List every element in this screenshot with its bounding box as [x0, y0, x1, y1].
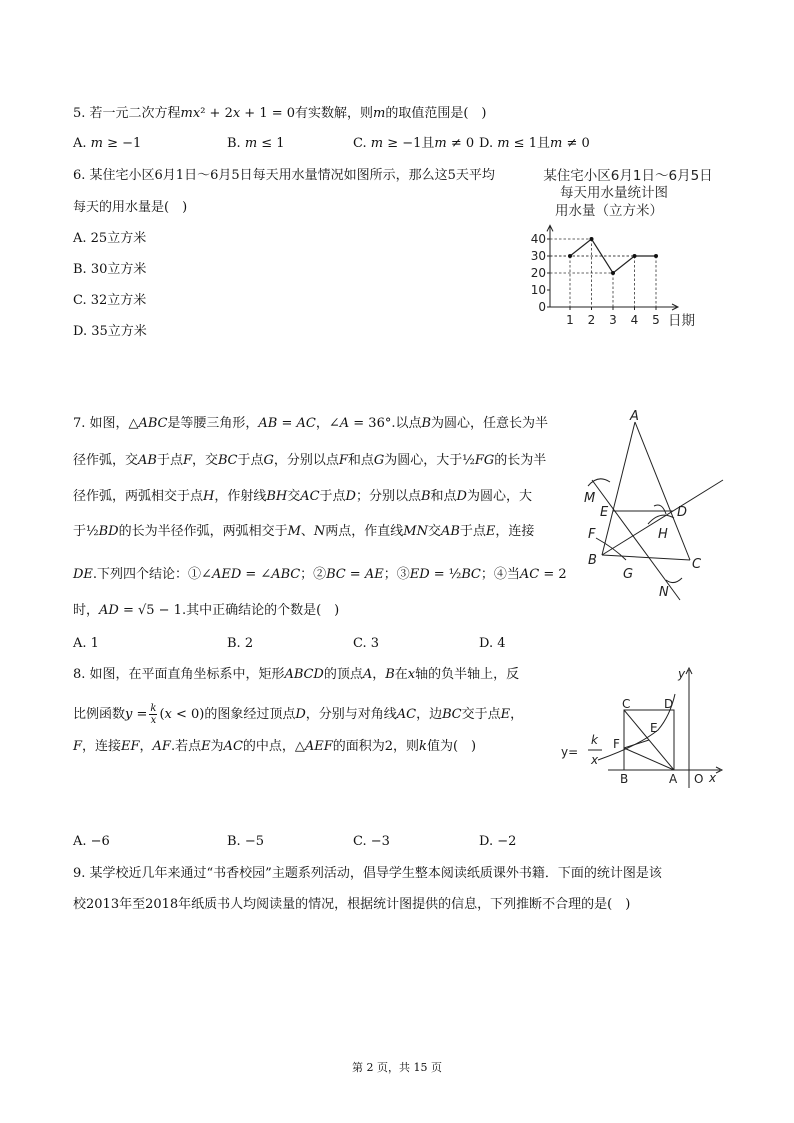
side-bc	[602, 555, 690, 560]
arc-n	[666, 578, 682, 583]
chart-data-point	[633, 254, 637, 258]
q6-option-a: A. 25立方米	[73, 231, 147, 246]
q8-coordinate-figure	[558, 664, 728, 792]
q9-line2: 校2013年至2018年纸质书人均阅读量的情况，根据统计图提供的信息，下列推断不合理的是( )	[73, 897, 631, 912]
label-yeq: y=	[561, 745, 579, 759]
label-a: A	[669, 772, 678, 786]
water-usage-chart	[522, 166, 732, 336]
q7-triangle-figure	[578, 410, 728, 606]
q6-option-d: D. 35立方米	[73, 324, 147, 339]
q8-line2-post: (𝑥 < 0)的图象经过顶点𝐷，分别与对角线𝐴𝐶，边𝐵𝐶交于点𝐸，	[159, 707, 524, 722]
q8-line1: 8. 如图，在平面直角坐标系中，矩形𝐴𝐵𝐶𝐷的顶点𝐴，𝐵在𝑥轴的负半轴上，反	[73, 667, 520, 682]
q8-option-c: C. −3	[353, 834, 390, 849]
q7-line4: 于½𝐵𝐷的长为半径作弧，两弧相交于𝑀、𝑁两点，作直线𝑀𝑁交𝐴𝐵于点𝐸，连接	[73, 524, 535, 539]
label-m: M	[584, 491, 596, 506]
page-footer: 第 2 页，共 15 页	[352, 1061, 442, 1074]
chart-data-point	[568, 254, 572, 258]
segment-af	[624, 748, 674, 770]
chart-title-line2: 每天用水量统计图	[560, 185, 668, 201]
label-e: E	[600, 505, 609, 520]
chart-data-point	[590, 237, 594, 241]
arc-m	[588, 479, 610, 486]
q7-option-c: C. 3	[353, 636, 380, 651]
label-c: C	[692, 557, 702, 572]
label-c: C	[622, 697, 631, 711]
arc-h	[648, 515, 674, 524]
q8-option-d: D. −2	[479, 834, 517, 849]
label-k: k	[591, 733, 598, 747]
chart-xlabel: 日期	[668, 313, 695, 329]
q6-stem-line1: 6. 某住宅小区6月1日～6月5日每天用水量情况如图所示，那么这5天平均	[73, 168, 495, 183]
label-d: D	[664, 697, 674, 711]
chart-title-line1: 某住宅小区6月1日～6月5日	[543, 168, 713, 184]
q7-line2: 径作弧，交𝐴𝐵于点𝐹，交𝐵𝐶于点𝐺，分别以点𝐹和点𝐺为圆心，大于½𝐹𝐺的长为半	[73, 453, 547, 468]
q7-line3: 径作弧，两弧相交于点𝐻，作射线𝐵𝐻交𝐴𝐶于点𝐷；分别以点𝐵和点𝐷为圆心，大	[73, 489, 532, 504]
side-ab	[602, 422, 635, 555]
q5-stem: 5. 若一元二次方程𝑚𝑥² + 2𝑥 + 1 = 0有实数解，则𝑚的取值范围是( )	[73, 106, 487, 121]
q8-option-b: B. −5	[227, 834, 264, 849]
chart-y-tick-label: 20	[530, 266, 546, 280]
chart-ylabel: 用水量（立方米）	[555, 203, 663, 219]
label-y: y	[678, 667, 686, 681]
arc-d	[654, 505, 666, 514]
q7-option-b: B. 2	[227, 636, 254, 651]
label-g: G	[623, 567, 634, 582]
chart-x-tick-label: 3	[609, 313, 617, 327]
label-a: A	[630, 410, 639, 424]
q8-frac-den: 𝑥	[150, 715, 157, 726]
q5-option-d: D. 𝑚 ≤ 1且𝑚 ≠ 0	[479, 136, 590, 151]
label-f: F	[613, 737, 620, 751]
chart-y-tick-label: 10	[530, 283, 546, 297]
label-e: E	[650, 721, 658, 735]
q5-option-a: A. 𝑚 ≥ −1	[73, 136, 142, 151]
q7-line1: 7. 如图，△𝐴𝐵𝐶是等腰三角形，𝐴𝐵 = 𝐴𝐶，∠𝐴 = 36°.以点𝐵为圆心，任意长为半	[73, 416, 549, 431]
q7-option-d: D. 4	[479, 636, 506, 651]
label-n: N	[659, 585, 669, 600]
q7-line6: 时，𝐴𝐷 = √5 − 1.其中正确结论的个数是( )	[73, 603, 340, 618]
q8-frac-num: 𝑘	[150, 703, 157, 714]
chart-x-tick-label: 5	[652, 313, 660, 327]
chart-y-tick-label: 40	[530, 232, 546, 246]
q7-line5: 𝐷𝐸.下列四个结论：①∠𝐴𝐸𝐷 = ∠𝐴𝐵𝐶；②𝐵𝐶 = 𝐴𝐸；③𝐸𝐷 = ½𝐵𝐶；④当𝐴𝐶 = 2	[73, 567, 567, 582]
q5-option-b: B. 𝑚 ≤ 1	[227, 136, 285, 151]
chart-x-tick-label: 1	[566, 313, 574, 327]
label-b: B	[588, 553, 597, 568]
label-b: B	[620, 772, 629, 786]
label-h: H	[658, 527, 668, 542]
chart-data-point	[654, 254, 658, 258]
chart-y-tick-label: 30	[530, 249, 546, 263]
q8-line2-pre: 比例函数𝑦 =	[73, 707, 148, 722]
q7-option-a: A. 1	[73, 636, 99, 651]
label-f: F	[588, 527, 596, 542]
chart-x-tick-label: 4	[630, 313, 639, 327]
q5-option-c: C. 𝑚 ≥ −1且𝑚 ≠ 0	[353, 136, 475, 151]
label-xden: x	[591, 753, 599, 767]
q8-fraction	[149, 703, 157, 726]
q6-stem-line2: 每天的用水量是( )	[73, 200, 188, 215]
q9-line1: 9. 某学校近几年来通过“书香校园”主题系列活动，倡导学生整本阅读纸质课外书籍．下面的统计图是该	[73, 866, 662, 881]
chart-y-tick-label: 0	[538, 300, 546, 314]
q8-option-a: A. −6	[73, 834, 110, 849]
chart-x-tick-label: 2	[587, 313, 596, 327]
label-x: x	[709, 771, 717, 785]
q6-option-c: C. 32立方米	[73, 293, 147, 308]
q8-line3: 𝐹，连接𝐸𝐹，𝐴𝐹.若点𝐸为𝐴𝐶的中点，△𝐴𝐸𝐹的面积为2，则𝑘值为( )	[73, 739, 477, 754]
label-o: O	[694, 772, 704, 786]
q8-line2	[73, 703, 523, 726]
q6-option-b: B. 30立方米	[73, 262, 147, 277]
label-d: D	[677, 505, 688, 520]
chart-data-point	[611, 271, 615, 275]
